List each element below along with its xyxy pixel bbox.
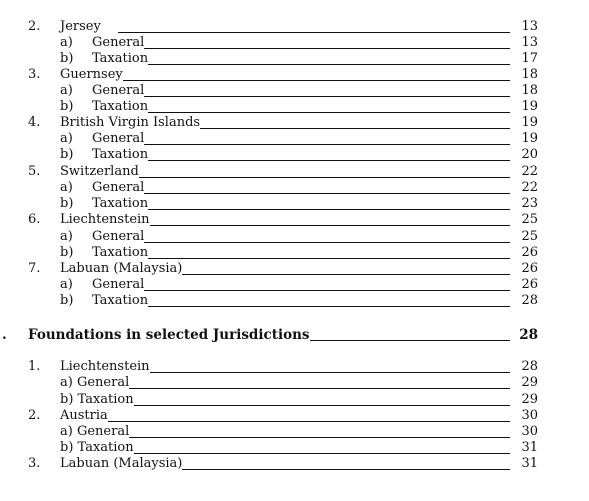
toc-section-heading	[0, 326, 538, 344]
sub-marker: b)	[60, 99, 74, 114]
toc-entry	[28, 212, 538, 228]
toc-entry	[28, 147, 538, 163]
toc-entry	[28, 196, 538, 212]
section-title: Foundations in selected Jurisdictions	[28, 327, 310, 343]
page-number: 29	[521, 375, 538, 390]
toc-entry	[28, 392, 538, 408]
sub-marker: a)	[60, 277, 73, 292]
toc-entry	[28, 19, 538, 35]
page-number: 25	[521, 229, 538, 244]
page-number: 22	[521, 180, 538, 195]
entry-title: Taxation	[92, 245, 149, 260]
entry-title: Taxation	[92, 293, 149, 308]
entry-title: General	[92, 131, 145, 146]
sub-marker: b)	[60, 293, 74, 308]
sub-marker: b)	[60, 196, 74, 211]
entry-number: 5.	[28, 164, 41, 179]
toc-entry	[28, 424, 538, 440]
entry-number: 3.	[28, 67, 41, 82]
page-number: 19	[521, 131, 538, 146]
page-number: 13	[521, 19, 538, 34]
entry-title: Jersey	[60, 19, 101, 34]
page-number: 19	[521, 99, 538, 114]
toc-entry	[28, 35, 538, 51]
sub-marker: b)	[60, 147, 74, 162]
toc-entry	[28, 115, 538, 131]
sub-marker: b)	[60, 51, 74, 66]
toc-entry	[28, 359, 538, 375]
entry-title: Taxation	[92, 99, 149, 114]
page-number: 18	[521, 67, 538, 82]
toc-entry	[28, 51, 538, 67]
page-number: 20	[521, 147, 538, 162]
sub-marker: a)	[60, 83, 73, 98]
entry-number: 3.	[28, 456, 41, 471]
toc-entry	[28, 261, 538, 277]
page-number: 30	[521, 424, 538, 439]
entry-title: Labuan (Malaysia)	[60, 456, 183, 471]
entry-number: 2.	[28, 19, 41, 34]
toc-entry	[28, 229, 538, 245]
page-number: 26	[521, 261, 538, 276]
entry-title: b) Taxation	[60, 392, 134, 407]
sub-marker: b)	[60, 245, 74, 260]
page-number: 22	[521, 164, 538, 179]
entry-number: 2.	[28, 408, 41, 423]
entry-title: General	[92, 180, 145, 195]
section-marker: .	[2, 327, 7, 343]
toc-entry	[28, 131, 538, 147]
page-number: 28	[521, 293, 538, 308]
sub-marker: a)	[60, 131, 73, 146]
toc-entry	[28, 293, 538, 309]
page-number: 26	[521, 277, 538, 292]
toc-entry	[28, 440, 538, 456]
toc-entry	[28, 456, 538, 472]
page-number: 31	[521, 456, 538, 471]
entry-number: 4.	[28, 115, 41, 130]
entry-title: Taxation	[92, 147, 149, 162]
toc-entry	[28, 99, 538, 115]
toc-entry	[28, 277, 538, 293]
page-number: 19	[521, 115, 538, 130]
page-number: 31	[521, 440, 538, 455]
entry-number: 1.	[28, 359, 41, 374]
entry-title: General	[92, 277, 145, 292]
toc-entry	[28, 408, 538, 424]
page-number: 28	[519, 327, 538, 343]
toc-entry	[28, 375, 538, 391]
entry-title: Taxation	[92, 196, 149, 211]
page-number: 17	[521, 51, 538, 66]
page-number: 28	[521, 359, 538, 374]
entry-title: Switzerland	[60, 164, 139, 179]
entry-number: 6.	[28, 212, 41, 227]
page-number: 18	[521, 83, 538, 98]
page-number: 29	[521, 392, 538, 407]
entry-title: General	[92, 229, 145, 244]
sub-marker: a)	[60, 35, 73, 50]
sub-marker: a)	[60, 180, 73, 195]
page-number: 26	[521, 245, 538, 260]
entry-title: a) General	[60, 424, 130, 439]
entry-title: Liechtenstein	[60, 359, 150, 374]
entry-title: British Virgin Islands	[60, 115, 201, 130]
toc-entry	[28, 67, 538, 83]
entry-title: a) General	[60, 375, 130, 390]
entry-title: General	[92, 83, 145, 98]
entry-title: Austria	[60, 408, 108, 423]
page-number: 23	[521, 196, 538, 211]
toc-entry	[28, 180, 538, 196]
page-number: 30	[521, 408, 538, 423]
entry-title: Taxation	[92, 51, 149, 66]
entry-title: Labuan (Malaysia)	[60, 261, 183, 276]
entry-title: General	[92, 35, 145, 50]
entry-number: 7.	[28, 261, 41, 276]
page-number: 13	[521, 35, 538, 50]
sub-marker: a)	[60, 229, 73, 244]
toc-entry	[28, 83, 538, 99]
entry-title: Guernsey	[60, 67, 123, 82]
entry-title: Liechtenstein	[60, 212, 150, 227]
page-number: 25	[521, 212, 538, 227]
toc-entry	[28, 164, 538, 180]
entry-title: b) Taxation	[60, 440, 134, 455]
toc-entry	[28, 245, 538, 261]
